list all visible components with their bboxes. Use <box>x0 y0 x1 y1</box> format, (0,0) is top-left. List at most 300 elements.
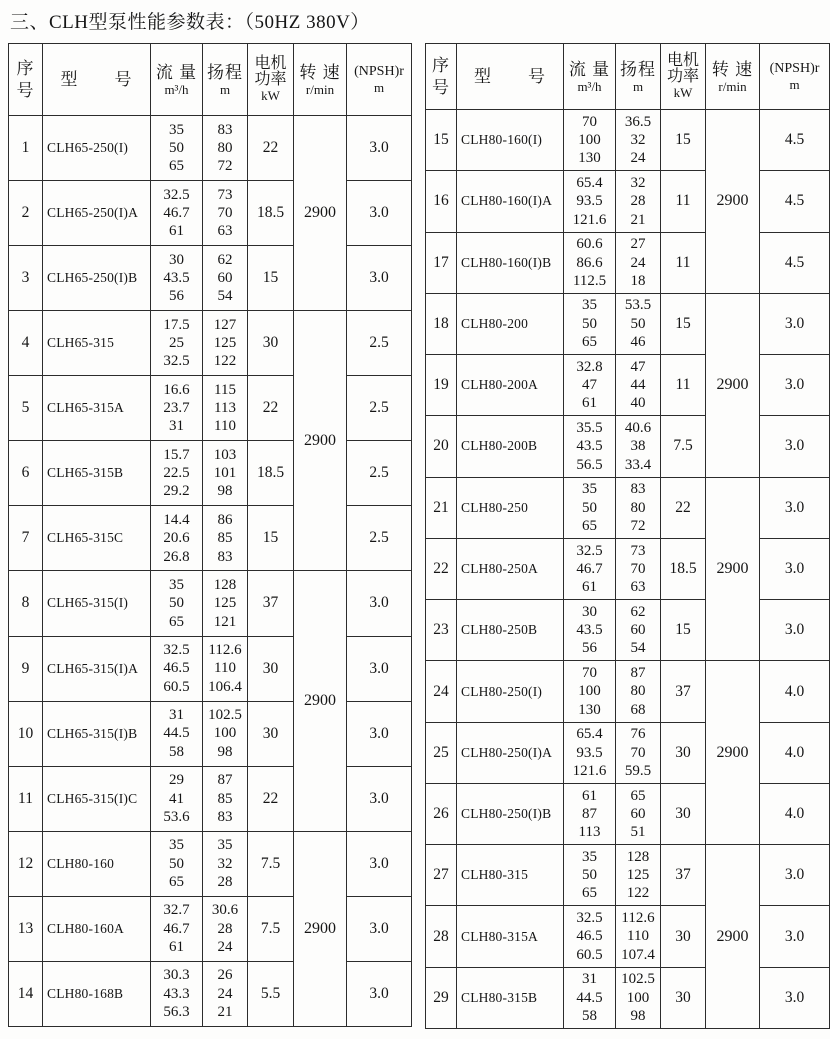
head-cell <box>203 506 248 571</box>
flow-value: 130 <box>578 701 601 718</box>
head-value: 112.6 <box>621 910 655 927</box>
head-value: 18 <box>630 272 646 289</box>
flow-value: 32.8 <box>576 358 603 375</box>
model-cell: CLH80-200A <box>457 355 564 416</box>
head-value: 24 <box>630 150 646 167</box>
flow-value: 43.5 <box>163 270 190 286</box>
head-value: 98 <box>630 1008 646 1024</box>
head-cell <box>203 701 248 766</box>
header-npsh-label: (NPSH)r <box>769 60 820 76</box>
power-cell: 18.5 <box>248 441 294 506</box>
header-npsh-unit: m <box>789 76 800 92</box>
row-number-cell: 2 <box>9 181 43 246</box>
head-cell <box>203 896 248 961</box>
flow-value: 53.6 <box>163 808 190 825</box>
header-head <box>203 44 248 116</box>
model-cell: CLH80-200B <box>457 416 564 477</box>
row-number-cell: 27 <box>426 845 457 906</box>
flow-value: 61 <box>169 223 184 240</box>
table-row <box>426 967 830 1028</box>
power-cell: 30 <box>248 701 294 766</box>
table-body-left <box>9 116 412 1027</box>
head-value: 128 <box>626 848 650 865</box>
row-number-cell: 7 <box>9 506 43 571</box>
head-value: 106.4 <box>208 678 242 695</box>
table-row <box>9 441 412 506</box>
power-cell: 15 <box>661 600 706 661</box>
npsh-cell: 3.0 <box>760 477 830 538</box>
flow-value: 46.5 <box>576 928 603 945</box>
table-row <box>9 311 412 376</box>
flow-value: 50 <box>169 139 184 156</box>
flow-value: 60.5 <box>163 678 190 695</box>
flow-cell <box>564 600 616 661</box>
npsh-cell: 3.0 <box>347 636 412 701</box>
head-value: 40 <box>630 395 646 412</box>
header-no-line2: 号 <box>432 77 450 97</box>
header-flow <box>564 44 616 110</box>
table-row <box>426 722 830 783</box>
npsh-cell: 4.5 <box>760 110 830 171</box>
head-value: 24 <box>630 254 646 271</box>
head-value: 83 <box>217 808 233 825</box>
model-cell: CLH65-315A <box>43 376 151 441</box>
row-number-cell: 4 <box>9 311 43 376</box>
model-cell: CLH80-250(I)B <box>457 783 564 844</box>
page-title: 三、CLH型泵性能参数表：（50HZ 380V） <box>10 12 370 33</box>
flow-cell <box>564 661 616 722</box>
head-value: 122 <box>626 885 650 902</box>
head-value: 87 <box>630 665 646 682</box>
table-row <box>426 232 830 293</box>
npsh-cell: 3.0 <box>760 967 830 1028</box>
head-value: 122 <box>213 353 237 370</box>
npsh-cell: 2.5 <box>347 506 412 571</box>
row-number-cell: 6 <box>9 441 43 506</box>
table-row <box>9 181 412 246</box>
flow-value: 65 <box>582 517 597 534</box>
flow-value: 35 <box>582 481 597 498</box>
head-cell <box>616 845 661 906</box>
flow-value: 56 <box>582 640 597 657</box>
npsh-cell: 3.0 <box>347 766 412 831</box>
header-power-line1: 电机 <box>254 55 287 73</box>
head-value: 63 <box>630 579 646 596</box>
head-cell <box>203 246 248 311</box>
power-cell: 22 <box>248 376 294 441</box>
npsh-cell: 3.0 <box>347 571 412 636</box>
head-cell <box>203 766 248 831</box>
table-row <box>426 538 830 599</box>
row-number-cell: 21 <box>426 477 457 538</box>
head-value: 73 <box>630 542 646 559</box>
flow-value: 50 <box>169 855 184 872</box>
model-cell: CLH80-160 <box>43 831 151 896</box>
head-value: 110 <box>214 660 236 677</box>
head-value: 72 <box>630 517 646 534</box>
flow-value: 35 <box>582 848 597 865</box>
row-number-cell: 16 <box>426 171 457 232</box>
head-value: 60 <box>217 270 233 286</box>
head-value: 72 <box>217 158 233 175</box>
flow-cell <box>151 311 203 376</box>
flow-value: 50 <box>582 499 597 516</box>
head-cell <box>616 538 661 599</box>
flow-value: 50 <box>169 595 184 612</box>
header-speed-label: 转 速 <box>711 59 754 79</box>
power-cell: 30 <box>661 783 706 844</box>
flow-cell <box>151 246 203 311</box>
model-cell: CLH80-250 <box>457 477 564 538</box>
flow-value: 35 <box>582 297 597 314</box>
head-cell <box>616 661 661 722</box>
flow-value: 31 <box>169 707 184 724</box>
header-head-label: 扬程 <box>620 59 656 79</box>
flow-value: 50 <box>582 867 597 884</box>
head-cell <box>616 110 661 171</box>
flow-value: 70 <box>582 113 597 130</box>
head-cell <box>203 376 248 441</box>
flow-cell <box>564 355 616 416</box>
head-value: 102.5 <box>621 971 655 988</box>
head-value: 32 <box>630 174 646 191</box>
model-cell: CLH65-315C <box>43 506 151 571</box>
flow-value: 32.5 <box>163 353 190 370</box>
model-cell: CLH80-250A <box>457 538 564 599</box>
head-value: 60 <box>630 805 646 822</box>
flow-value: 46.7 <box>163 920 190 937</box>
flow-value: 100 <box>578 131 601 148</box>
flow-value: 58 <box>582 1008 597 1024</box>
flow-value: 65 <box>582 334 597 351</box>
model-cell: CLH80-250B <box>457 600 564 661</box>
header-model-label: 型 号 <box>474 66 546 86</box>
flow-value: 56.3 <box>163 1004 190 1021</box>
flow-value: 25 <box>169 335 184 352</box>
head-value: 50 <box>630 315 646 332</box>
header-power <box>661 44 706 110</box>
table-row <box>9 506 412 571</box>
model-cell: CLH65-315B <box>43 441 151 506</box>
flow-value: 32.5 <box>576 910 603 927</box>
head-cell <box>616 416 661 477</box>
power-cell: 30 <box>248 636 294 701</box>
head-value: 30.6 <box>211 902 239 919</box>
head-cell <box>203 571 248 636</box>
table-row <box>426 171 830 232</box>
head-cell <box>616 600 661 661</box>
npsh-cell: 4.0 <box>760 661 830 722</box>
npsh-cell: 4.0 <box>760 722 830 783</box>
npsh-cell: 2.5 <box>347 376 412 441</box>
flow-cell <box>564 783 616 844</box>
row-number-cell: 24 <box>426 661 457 722</box>
head-cell <box>616 293 661 354</box>
speed-cell: 2900 <box>706 110 760 294</box>
flow-value: 60.6 <box>576 236 603 253</box>
head-value: 70 <box>630 744 646 761</box>
head-cell <box>203 116 248 181</box>
flow-value: 87 <box>582 805 597 822</box>
flow-cell <box>564 416 616 477</box>
npsh-cell: 3.0 <box>760 416 830 477</box>
header-speed-label: 转 速 <box>299 62 341 82</box>
power-cell: 15 <box>248 506 294 571</box>
head-value: 125 <box>213 595 237 612</box>
head-value: 32 <box>217 855 233 872</box>
header-speed <box>294 44 347 116</box>
head-value: 47 <box>630 358 646 375</box>
head-value: 32 <box>630 131 646 148</box>
table-header <box>9 44 412 116</box>
speed-cell: 2900 <box>294 116 347 311</box>
flow-value: 43.5 <box>576 438 603 455</box>
npsh-cell: 2.5 <box>347 441 412 506</box>
table-header <box>426 44 830 110</box>
table-row <box>9 831 412 896</box>
flow-value: 121.6 <box>572 211 607 228</box>
model-cell: CLH80-160A <box>43 896 151 961</box>
header-flow-label: 流 量 <box>155 62 198 82</box>
table-row <box>426 661 830 722</box>
speed-cell: 2900 <box>706 661 760 845</box>
row-number-cell: 14 <box>9 961 43 1026</box>
flow-value: 46.7 <box>163 204 190 221</box>
power-cell: 7.5 <box>248 831 294 896</box>
power-cell: 30 <box>661 967 706 1028</box>
flow-value: 35 <box>169 121 184 138</box>
header-power-line2: 功率 <box>666 68 699 86</box>
flow-cell <box>151 896 203 961</box>
table-row <box>426 845 830 906</box>
head-cell <box>616 906 661 967</box>
head-value: 83 <box>217 548 233 565</box>
head-value: 21 <box>217 1004 233 1021</box>
flow-value: 113 <box>578 824 601 841</box>
flow-value: 61 <box>582 579 597 596</box>
flow-cell <box>151 506 203 571</box>
header-npsh-unit: m <box>373 79 385 95</box>
flow-value: 65.4 <box>576 726 603 743</box>
model-cell: CLH65-250(I)B <box>43 246 151 311</box>
head-cell <box>616 171 661 232</box>
header-power-line1: 电机 <box>666 52 699 70</box>
row-number-cell: 29 <box>426 967 457 1028</box>
flow-cell <box>564 722 616 783</box>
head-value: 83 <box>630 481 646 498</box>
row-number-cell: 25 <box>426 722 457 783</box>
head-value: 68 <box>630 701 646 718</box>
row-number-cell: 3 <box>9 246 43 311</box>
head-cell <box>616 477 661 538</box>
table-row <box>9 701 412 766</box>
head-value: 80 <box>630 683 646 700</box>
header-npsh-label: (NPSH)r <box>354 63 404 79</box>
head-value: 27 <box>630 236 646 253</box>
model-cell: CLH80-250(I) <box>457 661 564 722</box>
flow-value: 35 <box>169 577 184 594</box>
flow-cell <box>564 967 616 1028</box>
table-row <box>9 636 412 701</box>
head-value: 33.4 <box>624 456 652 473</box>
flow-cell <box>564 477 616 538</box>
flow-value: 65 <box>169 158 184 175</box>
head-value: 101 <box>213 465 237 482</box>
speed-cell: 2900 <box>706 845 760 1029</box>
row-number-cell: 18 <box>426 293 457 354</box>
flow-value: 43.3 <box>163 985 190 1002</box>
flow-value: 93.5 <box>576 193 603 210</box>
head-value: 102.5 <box>208 707 242 724</box>
flow-cell <box>564 906 616 967</box>
header-speed-unit: r/min <box>305 81 335 97</box>
power-cell: 7.5 <box>248 896 294 961</box>
speed-cell: 2900 <box>294 311 347 571</box>
power-cell: 11 <box>661 355 706 416</box>
head-value: 107.4 <box>621 946 655 963</box>
power-cell: 11 <box>661 232 706 293</box>
head-value: 110 <box>214 418 236 435</box>
flow-value: 65 <box>169 873 184 890</box>
header-flow-unit: m³/h <box>577 78 602 94</box>
flow-value: 20.6 <box>163 530 190 547</box>
flow-cell <box>151 831 203 896</box>
row-number-cell: 23 <box>426 600 457 661</box>
header-model <box>457 44 564 110</box>
header-speed-unit: r/min <box>718 78 747 94</box>
npsh-cell: 3.0 <box>347 961 412 1026</box>
header-no-line1: 序 <box>432 56 450 76</box>
row-number-cell: 22 <box>426 538 457 599</box>
table-row <box>426 416 830 477</box>
npsh-cell: 4.5 <box>760 232 830 293</box>
head-value: 121 <box>213 613 237 630</box>
head-value: 54 <box>217 288 233 305</box>
header-no <box>426 44 457 110</box>
flow-cell <box>564 110 616 171</box>
power-cell: 18.5 <box>248 181 294 246</box>
pump-table-left <box>8 43 412 1027</box>
header-no <box>9 44 43 116</box>
table-row <box>9 896 412 961</box>
head-value: 44 <box>630 377 646 394</box>
flow-cell <box>564 171 616 232</box>
flow-cell <box>151 766 203 831</box>
head-value: 125 <box>626 867 650 884</box>
npsh-cell: 4.0 <box>760 783 830 844</box>
power-cell: 15 <box>661 293 706 354</box>
row-number-cell: 12 <box>9 831 43 896</box>
power-cell: 18.5 <box>661 538 706 599</box>
table-row <box>426 906 830 967</box>
head-cell <box>203 831 248 896</box>
flow-value: 30 <box>582 603 597 620</box>
flow-value: 61 <box>169 938 184 955</box>
header-npsh <box>347 44 412 116</box>
flow-value: 30 <box>169 251 184 268</box>
flow-value: 130 <box>578 150 601 167</box>
table-row <box>426 477 830 538</box>
model-cell: CLH65-315(I)A <box>43 636 151 701</box>
power-cell: 22 <box>248 766 294 831</box>
flow-value: 65 <box>582 885 597 902</box>
head-value: 87 <box>217 772 233 789</box>
table-body-right <box>426 110 830 1029</box>
head-value: 127 <box>213 316 237 333</box>
row-number-cell: 15 <box>426 110 457 171</box>
flow-cell <box>151 441 203 506</box>
flow-value: 121.6 <box>572 762 607 779</box>
head-value: 100 <box>213 725 237 742</box>
flow-value: 44.5 <box>163 725 190 742</box>
power-cell: 30 <box>661 906 706 967</box>
table-row <box>9 961 412 1026</box>
head-value: 24 <box>217 938 233 955</box>
head-value: 65 <box>630 787 646 804</box>
power-cell: 37 <box>661 845 706 906</box>
model-cell: CLH65-250(I)A <box>43 181 151 246</box>
head-value: 85 <box>217 790 233 807</box>
flow-value: 22.5 <box>163 465 190 482</box>
flow-value: 93.5 <box>576 744 603 761</box>
model-cell: CLH80-250(I)A <box>457 722 564 783</box>
power-cell: 15 <box>248 246 294 311</box>
row-number-cell: 17 <box>426 232 457 293</box>
head-value: 28 <box>630 193 646 210</box>
flow-value: 31 <box>582 971 597 988</box>
npsh-cell: 4.5 <box>760 171 830 232</box>
flow-value: 17.5 <box>163 316 190 333</box>
table-row <box>426 783 830 844</box>
row-number-cell: 5 <box>9 376 43 441</box>
table-row <box>9 116 412 181</box>
model-cell: CLH80-315 <box>457 845 564 906</box>
model-cell: CLH80-160(I) <box>457 110 564 171</box>
head-value: 59.5 <box>624 762 652 779</box>
head-cell <box>616 967 661 1028</box>
head-value: 40.6 <box>624 420 652 437</box>
head-value: 21 <box>630 211 646 228</box>
head-value: 83 <box>217 121 233 138</box>
head-value: 28 <box>217 873 233 890</box>
head-value: 26 <box>217 967 233 984</box>
head-value: 70 <box>630 560 646 577</box>
flow-value: 31 <box>169 418 184 435</box>
flow-cell <box>564 232 616 293</box>
model-cell: CLH80-168B <box>43 961 151 1026</box>
power-cell: 5.5 <box>248 961 294 1026</box>
table-row <box>9 766 412 831</box>
head-cell <box>616 355 661 416</box>
flow-value: 26.8 <box>163 548 190 565</box>
head-value: 24 <box>217 985 233 1002</box>
power-cell: 22 <box>661 477 706 538</box>
flow-cell <box>151 376 203 441</box>
flow-value: 32.5 <box>576 542 603 559</box>
flow-value: 43.5 <box>576 622 603 639</box>
head-value: 115 <box>214 381 236 398</box>
header-power-line2: 功率 <box>254 71 287 89</box>
model-cell: CLH65-315(I)C <box>43 766 151 831</box>
flow-value: 61 <box>582 787 597 804</box>
header-row <box>9 44 412 116</box>
head-cell <box>616 232 661 293</box>
head-cell <box>616 783 661 844</box>
flow-cell <box>151 571 203 636</box>
header-power <box>248 44 294 116</box>
head-value: 128 <box>213 577 237 594</box>
flow-cell <box>564 845 616 906</box>
